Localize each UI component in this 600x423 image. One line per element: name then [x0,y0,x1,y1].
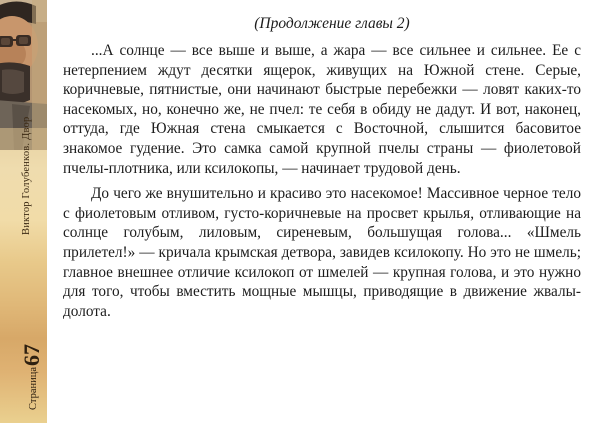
side-caption-text: Виктор Голубенков. Двор [21,116,32,235]
paragraph-2: До чего же внушительно и красиво это насекомое! Массивное черное тело с фиолетовым отливом, густо-коричневые на просвет крылья, отливающие на солнце голубым, лиловым, сиреневым, большущая голова... «Шмель прилетел!» — кричала крымская детвора, завидев ксилокопу. Но это не шмель; главное внешнее отличие ксилокоп от шмелей — крупная голова, и это нужно для того, чтобы вместить мощные мышцы, приводящие в движение жвалы-долота. [63,185,581,320]
chapter-header: (Продолжение главы 2) [254,15,410,32]
main-text [63,14,581,321]
page-number: 67 [19,343,44,366]
page-word: Страница [28,366,39,410]
paragraph-1: ...А солнце — все выше и выше, а жара — все сильнее и сильнее. Ее с нетерпением ждут десятки ящерок, живущих на Южной стене. Серые, коричневые, пятнистые, они начинают быстрые перебежки — ловят каких-то насекомых, но, конечно же, не пчел: те себя в обиду не дадут. И вот, наконец, оттуда, где Южная стена смыкается с Восточной, слышится басовитое знакомое гудение. Это самка самой крупной пчелы страны — фиолетовой пчелы-плотника, или ксилокопы, — начинает трудовой день. [63,42,581,177]
sidebar-strip [0,0,47,423]
